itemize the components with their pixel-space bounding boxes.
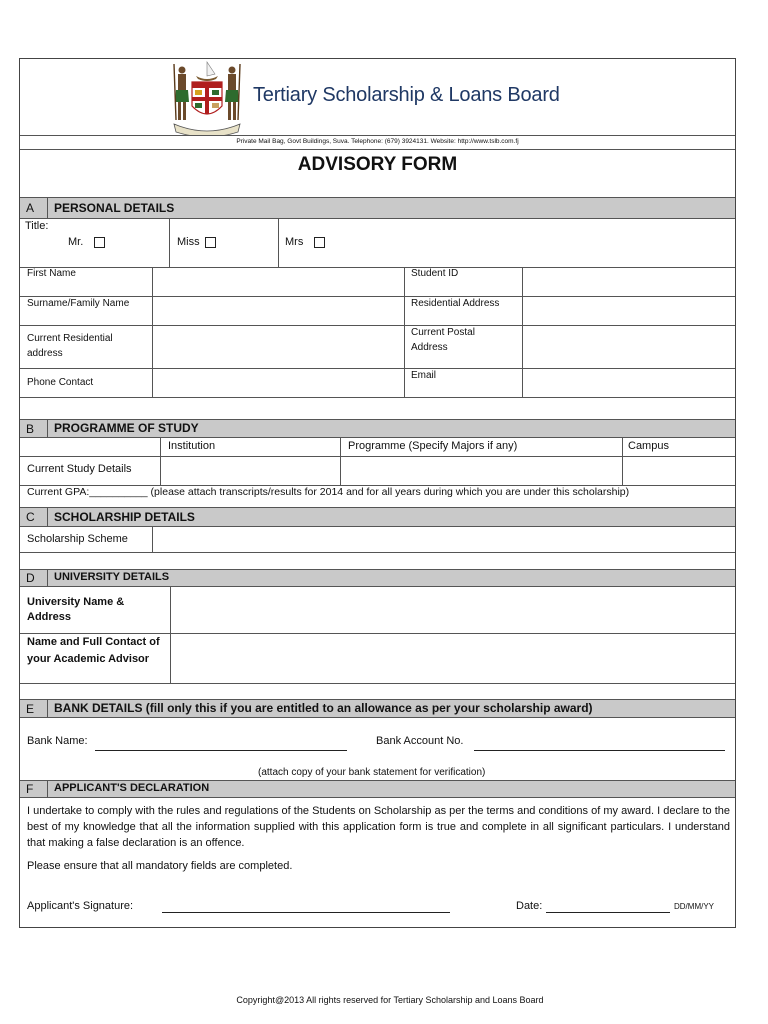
title-label: Title: bbox=[25, 220, 49, 232]
university-name-label: University Name & Address bbox=[27, 596, 125, 623]
student-id-label: Student ID bbox=[411, 268, 459, 279]
title-mr-checkbox[interactable] bbox=[94, 237, 105, 248]
bank-account-label: Bank Account No. bbox=[376, 735, 464, 747]
scholarship-scheme-field[interactable] bbox=[153, 528, 734, 552]
title-miss-label: Miss bbox=[177, 236, 200, 248]
form-title: ADVISORY FORM bbox=[297, 154, 458, 175]
section-a-header: A PERSONAL DETAILS bbox=[20, 197, 735, 219]
bank-name-label: Bank Name: bbox=[27, 735, 88, 747]
section-b-header: B PROGRAMME OF STUDY bbox=[20, 419, 735, 438]
title-miss-checkbox[interactable] bbox=[205, 237, 216, 248]
title-mrs-checkbox[interactable] bbox=[314, 237, 325, 248]
residential-address-field[interactable] bbox=[523, 297, 734, 324]
current-gpa-line: Current GPA:__________ (please attach transcripts/results for 2014 and for all years during which you are under this scholarship) bbox=[27, 486, 630, 498]
surname-label: Surname/Family Name bbox=[27, 298, 130, 309]
title-mr-label: Mr. bbox=[68, 236, 84, 248]
programme-field[interactable] bbox=[341, 457, 621, 484]
bank-name-field[interactable] bbox=[95, 750, 347, 751]
date-field[interactable] bbox=[546, 912, 670, 913]
section-f-header: F APPLICANT'S DECLARATION bbox=[20, 780, 735, 798]
university-name-field[interactable] bbox=[171, 588, 734, 632]
date-format-hint: DD/MM/YY bbox=[674, 902, 714, 911]
section-e-header: E BANK DETAILS (fill only this if you are entitled to an allowance as per your scholarship award) bbox=[20, 699, 735, 718]
current-residential-label: Current Residential address bbox=[27, 333, 113, 359]
applicant-signature-label: Applicant's Signature: bbox=[27, 900, 134, 912]
campus-header: Campus bbox=[628, 440, 669, 452]
academic-advisor-label: Name and Full Contact of your Academic Advisor bbox=[27, 636, 160, 665]
current-postal-field[interactable] bbox=[523, 326, 734, 367]
current-study-label: Current Study Details bbox=[27, 463, 132, 475]
programme-header: Programme (Specify Majors if any) bbox=[348, 440, 518, 452]
academic-advisor-field[interactable] bbox=[171, 634, 734, 682]
email-label: Email bbox=[411, 370, 437, 381]
title-mrs-label: Mrs bbox=[285, 236, 304, 248]
current-residential-field[interactable] bbox=[153, 326, 403, 367]
current-postal-label: Current Postal Address bbox=[411, 327, 475, 353]
declaration-text: I undertake to comply with the rules and regulations of the Students on Scholarship as per the terms and conditions of my award. I declare to the best of my knowledge that all the information supplied with this application form is true and complete in all significant particulars. I understand that making a false declaration is an offence. bbox=[27, 805, 730, 849]
section-d-header: D UNIVERSITY DETAILS bbox=[20, 569, 735, 587]
applicant-signature-field[interactable] bbox=[162, 912, 450, 913]
contact-line: Private Mail Bag, Govt Buildings, Suva. Telephone: (679) 3924131. Website: http://www.tslb.com.fj bbox=[236, 138, 519, 145]
phone-field[interactable] bbox=[153, 369, 403, 396]
email-field[interactable] bbox=[523, 369, 734, 396]
coat-of-arms-logo bbox=[168, 58, 246, 136]
student-id-field[interactable] bbox=[523, 268, 734, 295]
residential-address-label: Residential Address bbox=[411, 298, 500, 309]
institution-header: Institution bbox=[168, 440, 216, 452]
section-c-header: C SCHOLARSHIP DETAILS bbox=[20, 507, 735, 527]
org-name: Tertiary Scholarship & Loans Board bbox=[253, 84, 560, 106]
scholarship-scheme-label: Scholarship Scheme bbox=[27, 533, 128, 545]
copyright-footer: Copyright@2013 All rights reserved for Tertiary Scholarship and Loans Board bbox=[236, 995, 544, 1005]
institution-field[interactable] bbox=[161, 457, 339, 484]
surname-field[interactable] bbox=[153, 297, 403, 324]
bank-account-field[interactable] bbox=[474, 750, 725, 751]
bank-statement-note: (attach copy of your bank statement for verification) bbox=[258, 767, 486, 778]
phone-label: Phone Contact bbox=[27, 377, 94, 388]
first-name-field[interactable] bbox=[153, 268, 403, 295]
campus-field[interactable] bbox=[623, 457, 734, 484]
mandatory-fields-note: Please ensure that all mandatory fields are completed. bbox=[27, 860, 293, 872]
first-name-label: First Name bbox=[27, 268, 76, 279]
date-label: Date: bbox=[516, 900, 543, 912]
